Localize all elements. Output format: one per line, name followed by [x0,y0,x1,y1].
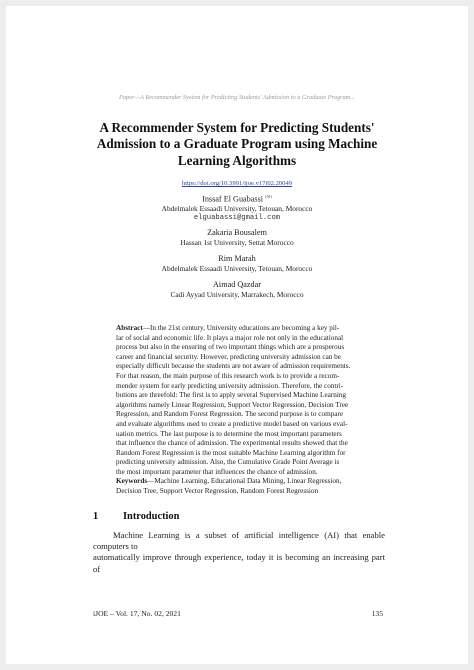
section-number: 1 [93,511,99,522]
author-1 [6,192,468,224]
abstract-line: process but also in the ensuring of two important things which are a prosperous [116,343,345,352]
abstract-label: Abstract [116,324,143,332]
intro-line [93,530,385,552]
author-name [6,192,468,204]
author-affiliation: Abdelmalek Essaadi University, Tetouan, Morocco [161,263,313,273]
corresponding-author-mark: (✉) [265,194,272,199]
abstract [116,324,359,478]
intro-text: Machine Learning is a subset of artificial intelligence (AI) that enable computers to [93,530,385,552]
header-running-title: —A Recommender System for Predicting Students' Admission to a Graduate Program... [134,94,355,101]
author-name: Aimad Qazdar [213,280,261,289]
abstract-line: algorithms namely Linear Regression, Support Vector Regression, Decision Tree [116,400,349,409]
author-affiliation: Cadi Ayyad University, Marrakech, Morocco [170,289,304,299]
abstract-line [116,324,359,334]
abstract-line: Random Forest Regression is the most suitable Machine Learning algorithm for [116,448,346,457]
author-name: Rim Marah [218,254,256,263]
author-name-text: Inssaf El Guabassi [202,194,264,204]
paper-title [61,120,413,169]
abstract-line: predicting university admission. Also, the Cumulative Grade Point Average is [116,458,340,467]
author-email[interactable]: elguabassi@gmail.com [193,213,281,222]
paper-page [6,6,468,664]
author-name: Zakaria Bousalem [207,228,267,237]
keywords [116,477,366,496]
abstract-line: For that reason, the main purpose of this research work is to provide a recom- [116,371,340,380]
abstract-line: lar of social and economic life. It plays a major role not only in the educational [116,333,344,342]
intro-line: automatically improve through experience, today it is becoming an increasing part of [93,552,385,574]
abstract-line: especially difficult because the students are not aware of admission requirements. [116,362,351,371]
author-affiliation: Abdelmalek Essaadi University, Tetouan, Morocco [161,204,313,214]
author-affiliation: Hassan 1st University, Settat Morocco [180,237,294,247]
abstract-line: butions are threefold: The first is to apply several Supervised Machine Learning [116,391,346,400]
author-4 [6,280,468,299]
doi-link[interactable]: https://doi.org/10.3991/ijoe.v17i02.20049 [181,180,293,187]
keywords-label: Keywords [116,477,148,485]
abstract-line: that influence the chance of admission. The experimental results showed that the [116,439,348,448]
abstract-line: Regression, and Random Forest Regression. The second purpose is to compare [116,410,344,419]
title-line: Learning Algorithms [177,152,297,168]
intro-paragraph [93,530,385,575]
abstract-line: mender system for early predicting university admission. Therefore, the contri- [116,381,344,390]
author-2 [6,228,468,247]
author-3 [6,254,468,273]
page-number: 135 [371,609,383,618]
abstract-line: uation metrics. The last purpose is to determine the most important parameters [116,429,342,438]
keywords-text: —Machine Learning, Educational Data Mining, Linear Regression, [147,477,342,485]
abstract-line: the most important parameter that influences the chance of admission. [116,467,318,476]
keywords-line [116,477,366,487]
keywords-line: Decision Tree, Support Vector Regression, Random Forest Regression [116,486,319,495]
section-title: Introduction [123,511,180,522]
running-header [6,94,468,101]
abstract-line: career and financial security. However, predicting university admission can be [116,352,341,361]
abstract-line: and evaluate algorithms used to create a predictive model based on various eval- [116,419,348,428]
header-paper-label: Paper [119,94,135,101]
title-line: Admission to a Graduate Program using Machine [96,136,378,152]
journal-info: iJOE – Vol. 17, No. 02, 2021 [93,609,181,618]
section-heading [93,511,179,522]
title-line: A Recommender System for Predicting Students' [99,120,375,135]
abstract-line-text: —In the 21st century, University educations are becoming a key pil- [142,324,340,332]
